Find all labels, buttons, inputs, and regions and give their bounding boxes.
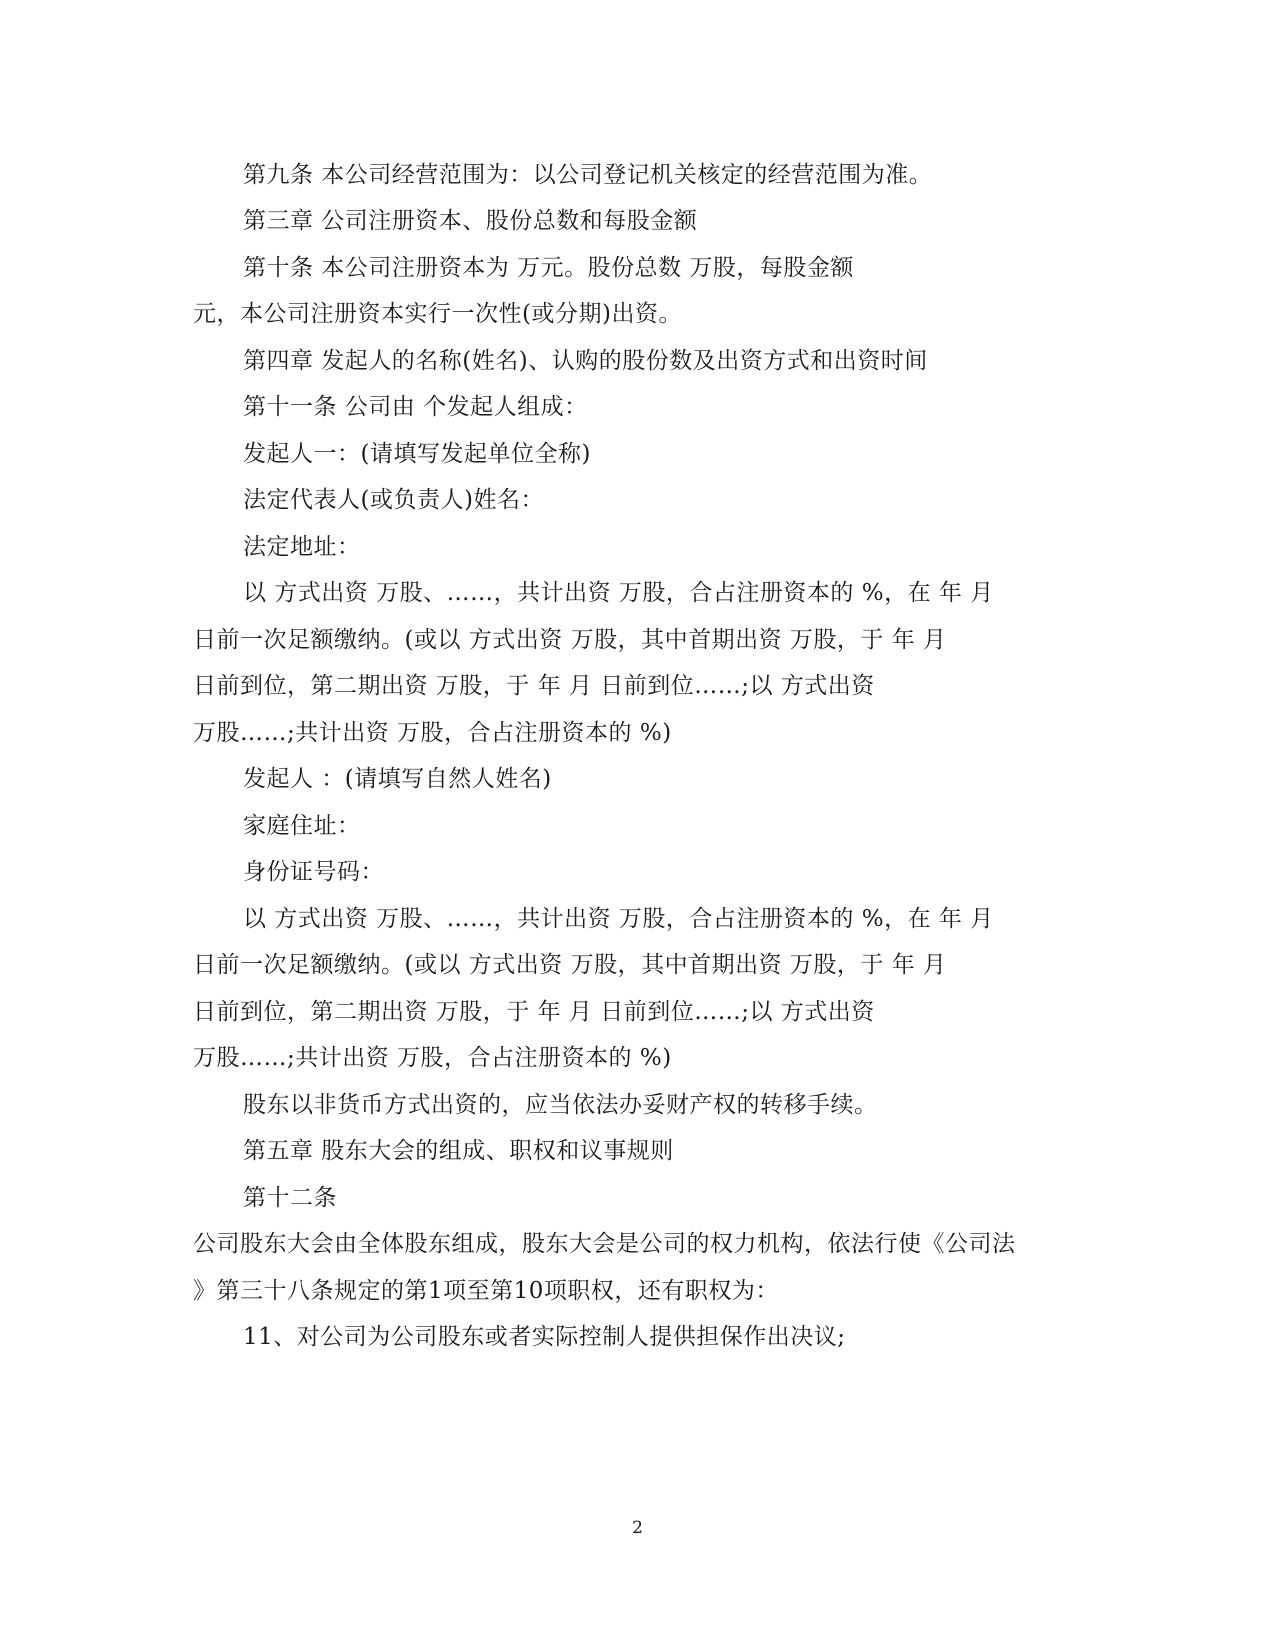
article-10-line-2: 元，本公司注册资本实行一次性(或分期)出资。 — [193, 301, 682, 327]
non-monetary-contribution: 股东以非货币方式出资的，应当依法办妥财产权的转移手续。 — [243, 1092, 878, 1118]
article-10-line-1: 第十条 本公司注册资本为 万元。股份总数 万股，每股金额 — [243, 255, 854, 281]
home-address: 家庭住址： — [243, 813, 361, 839]
contribution-1-line-2: 日前一次足额缴纳。(或以 方式出资 万股，其中首期出资 万股，于 年 月 — [193, 627, 947, 653]
chapter-5-heading: 第五章 股东大会的组成、职权和议事规则 — [243, 1138, 674, 1164]
promoter-natural-person: 发起人 ：(请填写自然人姓名) — [243, 766, 552, 792]
article-12-line-1: 公司股东大会由全体股东组成，股东大会是公司的权力机构，依法行使《公司法 — [193, 1231, 1016, 1257]
contribution-2-line-4: 万股……;共计出资 万股，合占注册资本的 %) — [193, 1045, 672, 1071]
contribution-1-line-1: 以 方式出资 万股、……，共计出资 万股，合占注册资本的 %，在 年 月 — [243, 580, 994, 606]
chapter-4-heading: 第四章 发起人的名称(姓名)、认购的股份数及出资方式和出资时间 — [243, 348, 928, 374]
article-12-item-11: 11、对公司为公司股东或者实际控制人提供担保作出决议; — [243, 1324, 846, 1350]
legal-address: 法定地址： — [243, 534, 361, 560]
legal-representative: 法定代表人(或负责人)姓名： — [243, 487, 544, 513]
contribution-2-line-3: 日前到位，第二期出资 万股，于 年 月 日前到位……;以 方式出资 — [193, 999, 875, 1025]
contribution-2-line-1: 以 方式出资 万股、……，共计出资 万股，合占注册资本的 %，在 年 月 — [243, 906, 994, 932]
page-number: 2 — [632, 1518, 643, 1538]
contribution-1-line-4: 万股……;共计出资 万股，合占注册资本的 %) — [193, 720, 672, 746]
article-12-heading: 第十二条 — [243, 1185, 337, 1211]
chapter-3-heading: 第三章 公司注册资本、股份总数和每股金额 — [243, 208, 698, 234]
id-number: 身份证号码： — [243, 859, 384, 885]
article-9: 第九条 本公司经营范围为：以公司登记机关核定的经营范围为准。 — [243, 162, 933, 188]
promoter-1-name: 发起人一：(请填写发起单位全称) — [243, 441, 591, 467]
article-12-line-2: 》第三十八条规定的第1项至第10项职权，还有职权为： — [193, 1278, 779, 1304]
contribution-1-line-3: 日前到位，第二期出资 万股，于 年 月 日前到位……;以 方式出资 — [193, 673, 875, 699]
article-11: 第十一条 公司由 个发起人组成： — [243, 394, 588, 420]
contribution-2-line-2: 日前一次足额缴纳。(或以 方式出资 万股，其中首期出资 万股，于 年 月 — [193, 952, 947, 978]
